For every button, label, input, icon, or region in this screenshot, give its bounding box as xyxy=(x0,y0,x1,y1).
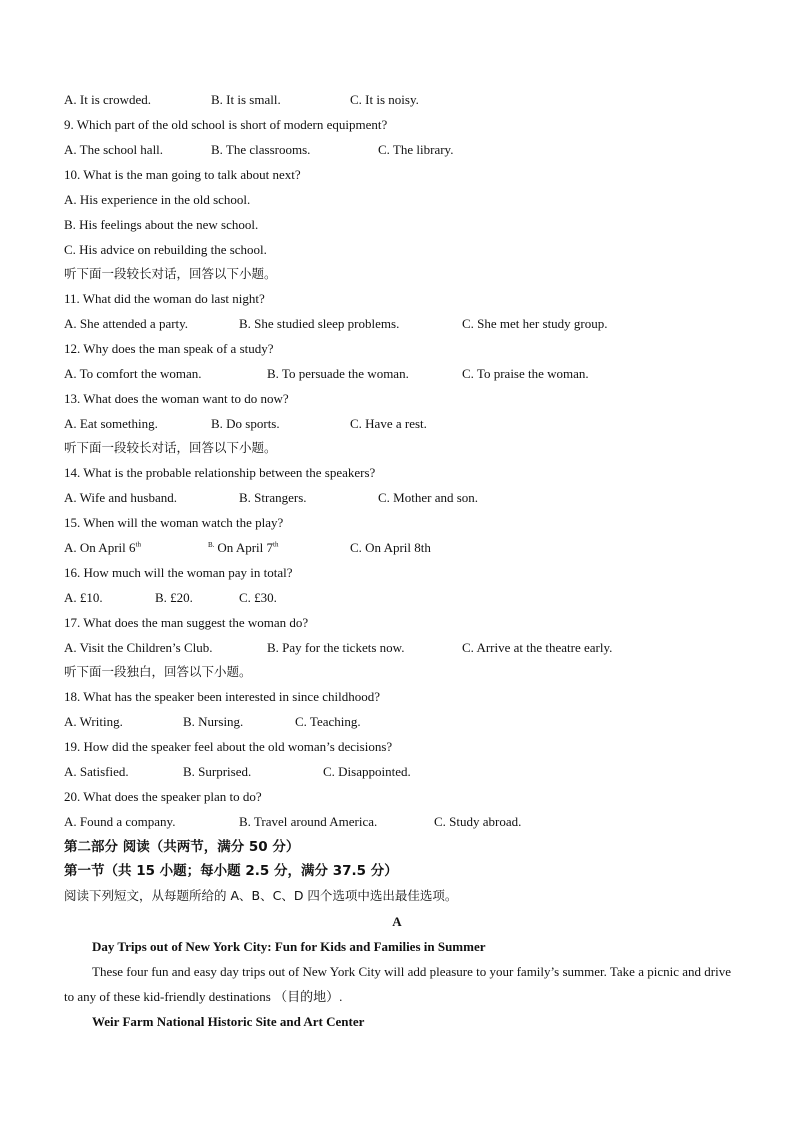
q15-option-a xyxy=(64,538,141,558)
listening-instruction-2: 听下面一段较长对话，回答以下小题。 xyxy=(64,440,277,455)
q9-question: 9. Which part of the old school is short of modern equipment? xyxy=(64,117,388,132)
part-title: 第二部分 阅读（共两节，满分 50 分） xyxy=(64,839,300,855)
q18-option-c: C. Teaching. xyxy=(295,714,361,729)
q9-option-b: B. The classrooms. xyxy=(211,142,311,157)
q15-option-c: C. On April 8th xyxy=(350,540,431,555)
passage-title: Day Trips out of New York City: Fun for Kids and Families in Summer xyxy=(92,939,486,954)
q18-option-b: B. Nursing. xyxy=(183,714,244,729)
q19-question: 19. How did the speaker feel about the old woman’s decisions? xyxy=(64,739,393,754)
q15-option-a-sup: th xyxy=(135,540,141,549)
q10-option-a: A. His experience in the old school. xyxy=(64,192,251,207)
q20-option-c: C. Study abroad. xyxy=(434,814,522,829)
q9-option-c: C. The library. xyxy=(378,142,454,157)
q10-option-b: B. His feelings about the new school. xyxy=(64,217,259,232)
q13-question: 13. What does the woman want to do now? xyxy=(64,391,289,406)
q15-option-b-sup: th xyxy=(273,540,279,549)
q12-option-c: C. To praise the woman. xyxy=(462,366,589,381)
q10-option-c: C. His advice on rebuilding the school. xyxy=(64,242,267,257)
q18-option-a: A. Writing. xyxy=(64,714,123,729)
q15-option-b-text: On April 7 xyxy=(217,540,274,555)
q16-option-c: C. £30. xyxy=(239,590,277,605)
q12-option-b: B. To persuade the woman. xyxy=(267,366,409,381)
q9-option-a: A. The school hall. xyxy=(64,142,164,157)
q11-option-b: B. She studied sleep problems. xyxy=(239,316,400,331)
q17-option-c: C. Arrive at the theatre early. xyxy=(462,640,613,655)
passage-subheading: Weir Farm National Historic Site and Art Center xyxy=(92,1014,365,1029)
q17-question: 17. What does the man suggest the woman do? xyxy=(64,615,309,630)
q17-option-b: B. Pay for the tickets now. xyxy=(267,640,405,655)
q8-option-c: C. It is noisy. xyxy=(350,92,419,107)
q15-option-b-mark: B. xyxy=(208,540,215,549)
q11-question: 11. What did the woman do last night? xyxy=(64,291,265,306)
passage-body: These four fun and easy day trips out of New York City will add pleasure to your family’s summer. Take a picnic and drive to any of these kid-friendly destinations （目的地）. xyxy=(64,964,731,1004)
q20-option-b: B. Travel around America. xyxy=(239,814,378,829)
q11-option-c: C. She met her study group. xyxy=(462,316,608,331)
q13-option-a: A. Eat something. xyxy=(64,416,158,431)
q12-option-a: A. To comfort the woman. xyxy=(64,366,202,381)
q16-option-a: A. £10. xyxy=(64,590,103,605)
q14-option-c: C. Mother and son. xyxy=(378,490,479,505)
q16-option-b: B. £20. xyxy=(155,590,193,605)
q19-option-c: C. Disappointed. xyxy=(323,764,411,779)
section-title: 第一节（共 15 小题；每小题 2.5 分，满分 37.5 分） xyxy=(64,863,398,879)
q20-option-a: A. Found a company. xyxy=(64,814,176,829)
q15-option-a-text: A. On April 6 xyxy=(64,540,136,555)
q14-option-b: B. Strangers. xyxy=(239,490,307,505)
listening-instruction-3: 听下面一段独白，回答以下小题。 xyxy=(64,664,252,679)
reading-instruction: 阅读下列短文，从每题所给的 A、B、C、D 四个选项中选出最佳选项。 xyxy=(64,888,458,903)
q14-option-a: A. Wife and husband. xyxy=(64,490,177,505)
passage-letter: A xyxy=(392,914,402,929)
q13-option-c: C. Have a rest. xyxy=(350,416,427,431)
q13-option-b: B. Do sports. xyxy=(211,416,280,431)
q10-question: 10. What is the man going to talk about next? xyxy=(64,167,301,182)
q15-option-b xyxy=(208,538,279,558)
q18-question: 18. What has the speaker been interested in since childhood? xyxy=(64,689,380,704)
q16-question: 16. How much will the woman pay in total? xyxy=(64,565,293,580)
q12-question: 12. Why does the man speak of a study? xyxy=(64,341,274,356)
q17-option-a: A. Visit the Children’s Club. xyxy=(64,640,213,655)
q19-option-a: A. Satisfied. xyxy=(64,764,129,779)
q19-option-b: B. Surprised. xyxy=(183,764,252,779)
q11-option-a: A. She attended a party. xyxy=(64,316,189,331)
q15-question: 15. When will the woman watch the play? xyxy=(64,515,284,530)
q20-question: 20. What does the speaker plan to do? xyxy=(64,789,262,804)
q8-option-a: A. It is crowded. xyxy=(64,92,152,107)
q8-option-b: B. It is small. xyxy=(211,92,281,107)
listening-instruction-1: 听下面一段较长对话，回答以下小题。 xyxy=(64,266,277,281)
q14-question: 14. What is the probable relationship between the speakers? xyxy=(64,465,376,480)
